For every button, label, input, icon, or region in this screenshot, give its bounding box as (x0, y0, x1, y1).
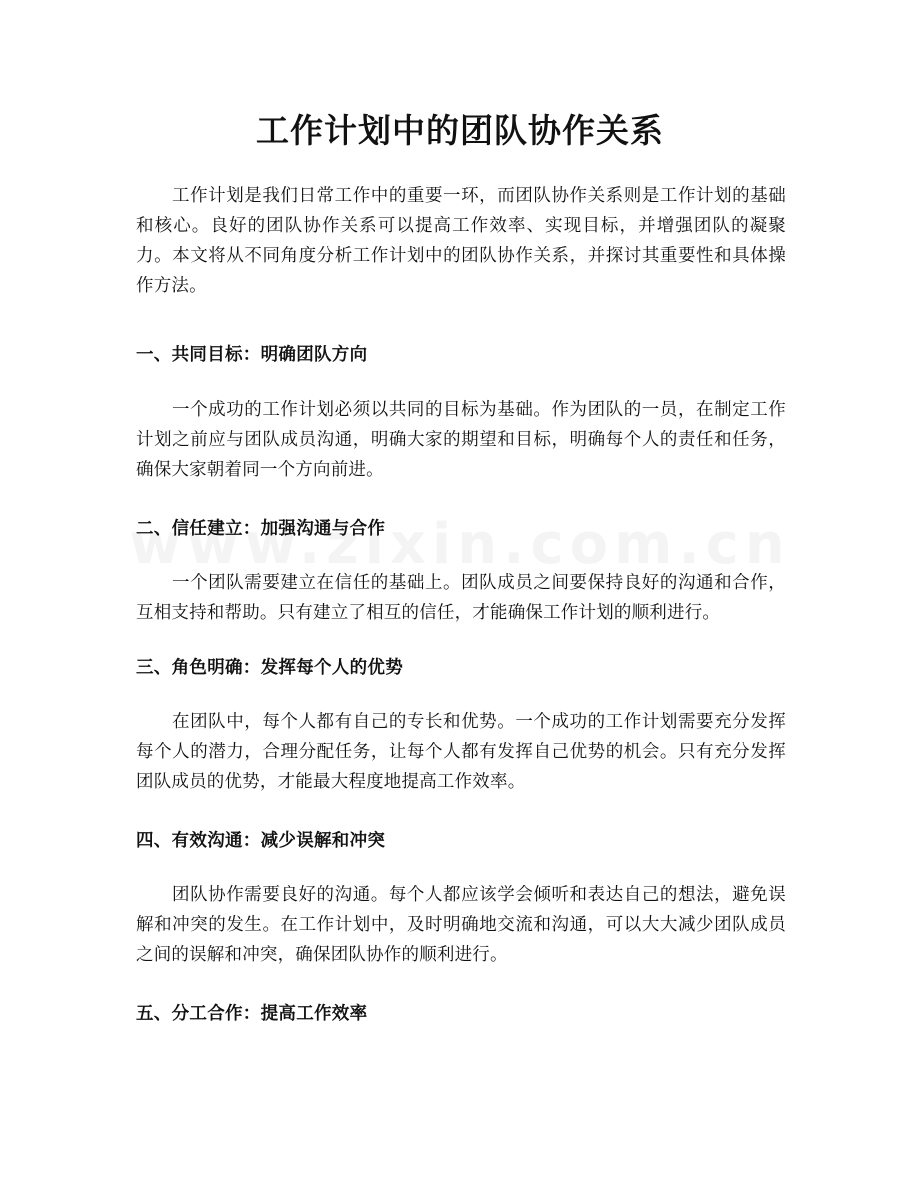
section-heading-3: 三、角色明确：发挥每个人的优势 (136, 658, 403, 678)
intro-paragraph: 工作计划是我们日常工作中的重要一环，而团队协作关系则是工作计划的基础和核心。良好的团队协作关系可以提高工作效率、实现目标，并增强团队的凝聚力。本文将从不同角度分析工作计划中的团队协作关系，并探讨其重要性和具体操作方法。 (136, 186, 786, 296)
section-body-1: 一个成功的工作计划必须以共同的目标为基础。作为团队的一员，在制定工作计划之前应与团队成员沟通，明确大家的期望和目标，明确每个人的责任和任务，确保大家朝着同一个方向前进。 (136, 400, 786, 480)
section-heading-4: 四、有效沟通：减少误解和冲突 (136, 831, 386, 851)
section-body-2: 一个团队需要建立在信任的基础上。团队成员之间要保持良好的沟通和合作，互相支持和帮助。只有建立了相互的信任，才能确保工作计划的顺利进行。 (136, 573, 786, 623)
section-heading-2: 二、信任建立：加强沟通与合作 (136, 519, 386, 539)
page-title: 工作计划中的团队协作关系 (256, 111, 664, 150)
section-body-3: 在团队中，每个人都有自己的专长和优势。一个成功的工作计划需要充分发挥每个人的潜力，合理分配任务，让每个人都有发挥自己优势的机会。只有充分发挥团队成员的优势，才能最大程度地提高工作效率。 (136, 712, 786, 792)
section-body-4: 团队协作需要良好的沟通。每个人都应该学会倾听和表达自己的想法，避免误解和冲突的发生。在工作计划中，及时明确地交流和沟通，可以大大减少团队成员之间的误解和冲突，确保团队协作的顺利进行。 (136, 885, 786, 965)
section-heading-1: 一、共同目标：明确团队方向 (136, 345, 368, 365)
section-heading-5: 五、分工合作：提高工作效率 (136, 1004, 368, 1024)
